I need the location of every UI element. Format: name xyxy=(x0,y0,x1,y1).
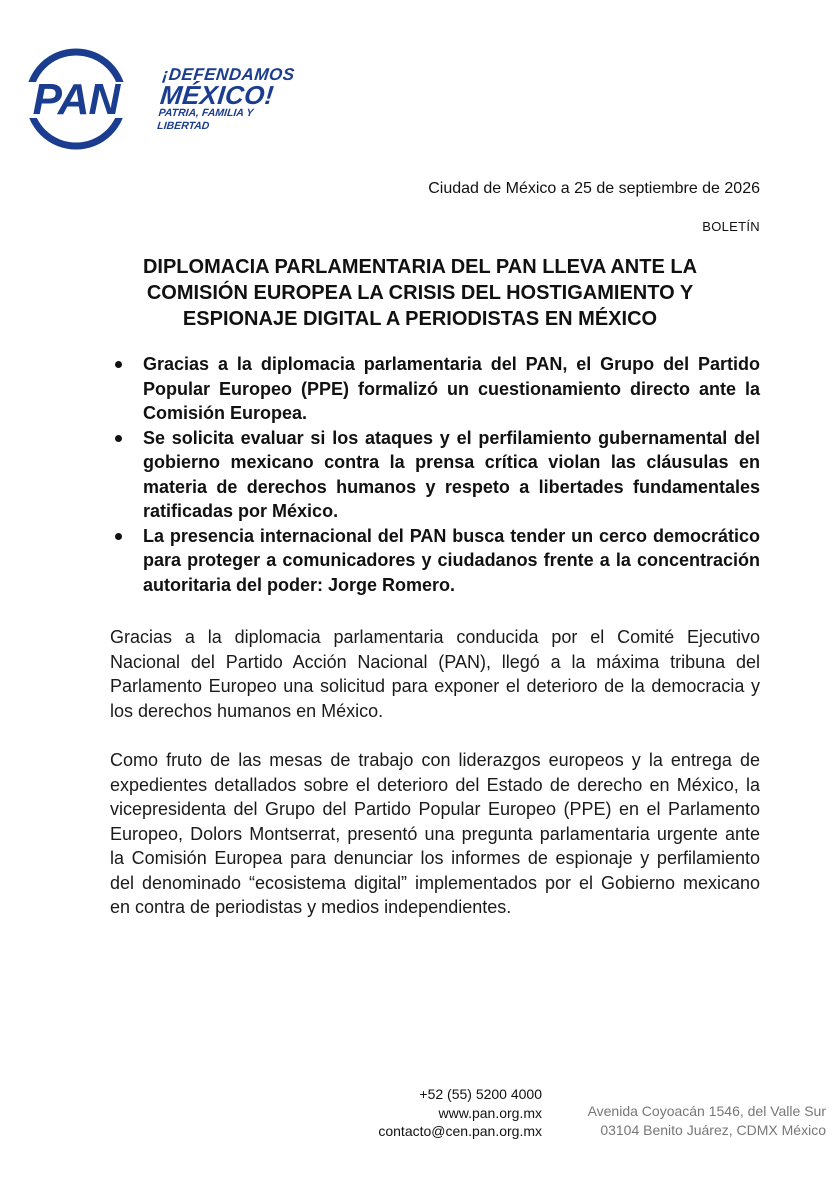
footer-phone: +52 (55) 5200 4000 xyxy=(419,1086,542,1102)
bullet-icon xyxy=(115,533,122,540)
footer-address xyxy=(588,1102,826,1139)
footer-contact xyxy=(378,1085,542,1141)
footer-email: contacto@cen.pan.org.mx xyxy=(378,1123,542,1139)
dateline: Ciudad de México a 25 de septiembre de 2026 xyxy=(428,180,760,197)
body-paragraph-2: Como fruto de las mesas de trabajo con liderazgos europeos y la entrega de expedientes detallados sobre el deterioro del Estado de derecho en México, la vicepresidenta del Grupo del Partido Popular Europeo (PPE) en el Parlamento Europeo, Dolors Montserrat, presentó una pregunta parlamentaria urgente ante la Comisión Europea para denunciar los informes de espionaje y perfilamiento del denominado “ecosistema digital” implementados por el Gobierno mexicano en contra de periodistas y medios independientes. xyxy=(110,750,760,917)
headline: DIPLOMACIA PARLAMENTARIA DEL PAN LLEVA ANTE LA COMISIÓN EUROPEA LA CRISIS DEL HOSTIGAMIENTO Y ESPIONAJE DIGITAL A PERIODISTAS EN MÉXICO xyxy=(142,256,698,330)
bullet-icon xyxy=(115,361,122,368)
bullet-icon xyxy=(115,435,122,442)
slogan-line-1: ¡DEFENDAMOS xyxy=(161,65,296,84)
footer-address-line-1: Avenida Coyoacán 1546, del Valle Sur xyxy=(587,1103,826,1119)
pan-logo xyxy=(14,46,138,152)
bullet-text: Gracias a la diplomacia parlamentaria del PAN, el Grupo del Partido Popular Europeo (PPE) formalizó un cuestionamiento directo ante la Comisión Europea. xyxy=(143,354,760,423)
bullet-item xyxy=(110,426,760,524)
slogan-line-3: PATRIA, FAMILIA Y LIBERTAD xyxy=(156,107,254,132)
pan-logo-text: PAN xyxy=(32,75,120,124)
bullet-text: Se solicita evaluar si los ataques y el perfilamiento gubernamental del gobierno mexicano contra la prensa crítica violan las cláusulas en materia de derechos humanos y respeto a libertades fundamentales ratificadas por México. xyxy=(143,427,760,521)
footer-website: www.pan.org.mx xyxy=(438,1104,542,1121)
bullet-text: La presencia internacional del PAN busca tender un cerco democrático para proteger a comunicadores y ciudadanos frente a la concentración autoritaria del poder: Jorge Romero. xyxy=(143,525,760,595)
bullet-item xyxy=(110,524,760,598)
slogan-line-2: MÉXICO! xyxy=(158,80,276,110)
body-paragraph-1: Gracias a la diplomacia parlamentaria conducida por el Comité Ejecutivo Nacional del Partido Acción Nacional (PAN), llegó a la máxima tribuna del Parlamento Europeo una solicitud para exponer el deterioro de la democracia y los derechos humanos en México. xyxy=(110,627,760,721)
footer-address-line-2: 03104 Benito Juárez, CDMX México xyxy=(600,1121,826,1138)
document-type: BOLETÍN xyxy=(702,219,760,234)
slogan xyxy=(156,65,296,133)
summary-bullets xyxy=(110,352,760,597)
bullet-item xyxy=(110,352,760,426)
